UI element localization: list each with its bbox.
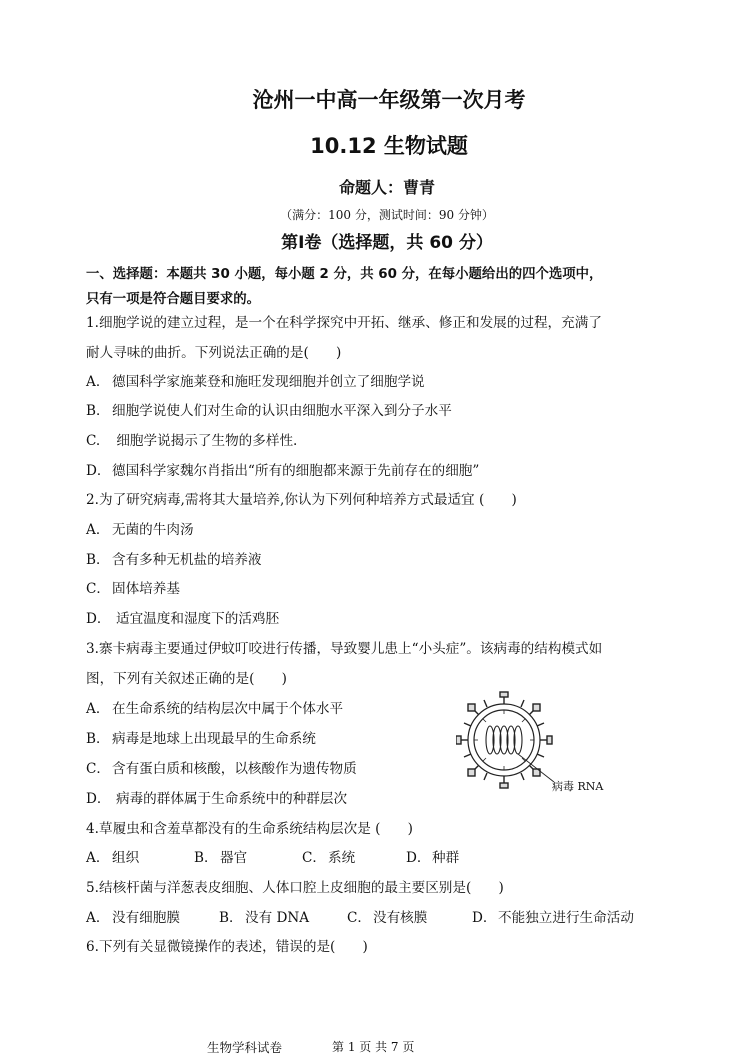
q5-stem: 5.结核杆菌与洋葱表皮细胞、人体口腔上皮细胞的最主要区别是( ) <box>86 880 504 896</box>
exam-info: （满分：100 分，测试时间：90 分钟） <box>280 208 494 222</box>
exam-subtitle: 10.12 生物试题 <box>310 134 468 158</box>
option-text: 德国科学家施莱登和施旺发现细胞并创立了细胞学说 <box>112 374 425 390</box>
q5-option-c <box>347 906 472 926</box>
option-letter: C． <box>86 581 110 597</box>
option-text: 种群 <box>432 850 460 866</box>
q2-option-a <box>86 518 194 538</box>
q2-option-d <box>86 607 279 627</box>
option-text: 器官 <box>220 850 248 866</box>
q6-stem: 6.下列有关显微镜操作的表述，错误的是( ) <box>86 939 368 955</box>
option-text: 无菌的牛肉汤 <box>112 522 194 538</box>
q4-stem: 4.草履虫和含羞草都没有的生命系统结构层次是 ( ) <box>86 821 413 837</box>
q3-option-b <box>86 727 316 747</box>
footer-subject: 生物学科试卷 <box>207 1040 283 1055</box>
q5-option-b <box>219 906 347 926</box>
q1-option-c <box>86 429 297 449</box>
option-text: 细胞学说揭示了生物的多样性. <box>112 433 298 449</box>
option-text: 含有多种无机盐的培养液 <box>112 552 262 568</box>
q1-stem-line2: 耐人寻味的曲折。下列说法正确的是( ) <box>86 345 342 361</box>
option-text: 病毒是地球上出现最早的生命系统 <box>112 731 316 747</box>
volume-heading: 第Ⅰ卷（选择题，共 60 分） <box>281 233 493 253</box>
option-text: 没有细胞膜 <box>112 910 180 926</box>
option-letter: B． <box>86 403 110 419</box>
q5-option-d <box>472 906 634 926</box>
q4-option-c <box>302 846 406 866</box>
q5-options <box>86 906 634 926</box>
option-letter: A． <box>86 374 110 390</box>
option-text: 适宜温度和湿度下的活鸡胚 <box>116 611 280 627</box>
option-text: 德国科学家魏尔肖指出“所有的细胞都来源于先前存在的细胞” <box>112 463 480 479</box>
option-letter: D． <box>406 850 431 866</box>
option-letter: A． <box>86 850 110 866</box>
option-text: 不能独立进行生命活动 <box>498 910 634 926</box>
option-text: 系统 <box>328 850 356 866</box>
virus-structure-figure <box>456 690 616 800</box>
exam-author: 命题人：曹青 <box>338 178 435 197</box>
exam-title: 沧州一中高一年级第一次月考 <box>252 88 526 112</box>
option-text: 含有蛋白质和核酸，以核酸作为遗传物质 <box>112 761 357 777</box>
option-letter: B． <box>219 910 243 926</box>
virus-rna-label: 病毒 RNA <box>552 780 604 793</box>
q5-option-a <box>86 906 219 926</box>
option-letter: A． <box>86 701 110 717</box>
q1-option-a <box>86 370 425 390</box>
option-letter: D． <box>472 910 497 926</box>
q2-option-b <box>86 548 262 568</box>
q3-stem-line2: 图，下列有关叙述正确的是( ) <box>86 671 287 687</box>
q1-option-b <box>86 399 452 419</box>
q2-stem: 2.为了研究病毒,需将其大量培养,你认为下列何种培养方式最适宜 ( ) <box>86 492 517 508</box>
option-text: 在生命系统的结构层次中属于个体水平 <box>112 701 344 717</box>
option-letter: C． <box>347 910 371 926</box>
option-text: 细胞学说使人们对生命的认识由细胞水平深入到分子水平 <box>112 403 452 419</box>
option-letter: D． <box>86 463 111 479</box>
option-text: 没有核膜 <box>373 910 428 926</box>
q3-option-c <box>86 757 357 777</box>
q3-stem-line1: 3.寨卡病毒主要通过伊蚊叮咬进行传播，导致婴儿患上“小头症”。该病毒的结构模式如 <box>86 641 603 657</box>
section-instructions-line2: 只有一项是符合题目要求的。 <box>86 292 261 307</box>
option-letter: C． <box>86 761 110 777</box>
footer-page: 第 1 页 共 7 页 <box>332 1040 415 1054</box>
q4-option-d <box>406 846 459 866</box>
section-instructions-line1: 一、选择题：本题共 30 小题，每小题 2 分，共 60 分，在每小题给出的四个选项中， <box>86 267 603 282</box>
option-letter: A． <box>86 910 110 926</box>
option-text: 组织 <box>112 850 140 866</box>
option-letter: D． <box>86 791 111 807</box>
option-letter: B． <box>86 731 110 747</box>
option-letter: A． <box>86 522 110 538</box>
q4-option-b <box>194 846 302 866</box>
q4-options <box>86 846 459 866</box>
option-letter: C． <box>302 850 326 866</box>
option-letter: B． <box>194 850 218 866</box>
option-letter: C. <box>86 433 101 449</box>
q3-option-d <box>86 787 347 807</box>
option-letter: B． <box>86 552 110 568</box>
option-text: 病毒的群体属于生命系统中的种群层次 <box>116 791 348 807</box>
option-text: 固体培养基 <box>112 581 180 597</box>
q1-stem-line1: 1.细胞学说的建立过程，是一个在科学探究中开拓、继承、修正和发展的过程，充满了 <box>86 315 602 331</box>
option-letter: D． <box>86 611 111 627</box>
q3-option-a <box>86 697 343 717</box>
q4-option-a <box>86 846 194 866</box>
q1-option-d <box>86 459 479 479</box>
q2-option-c <box>86 577 180 597</box>
option-text: 没有 DNA <box>245 910 310 926</box>
